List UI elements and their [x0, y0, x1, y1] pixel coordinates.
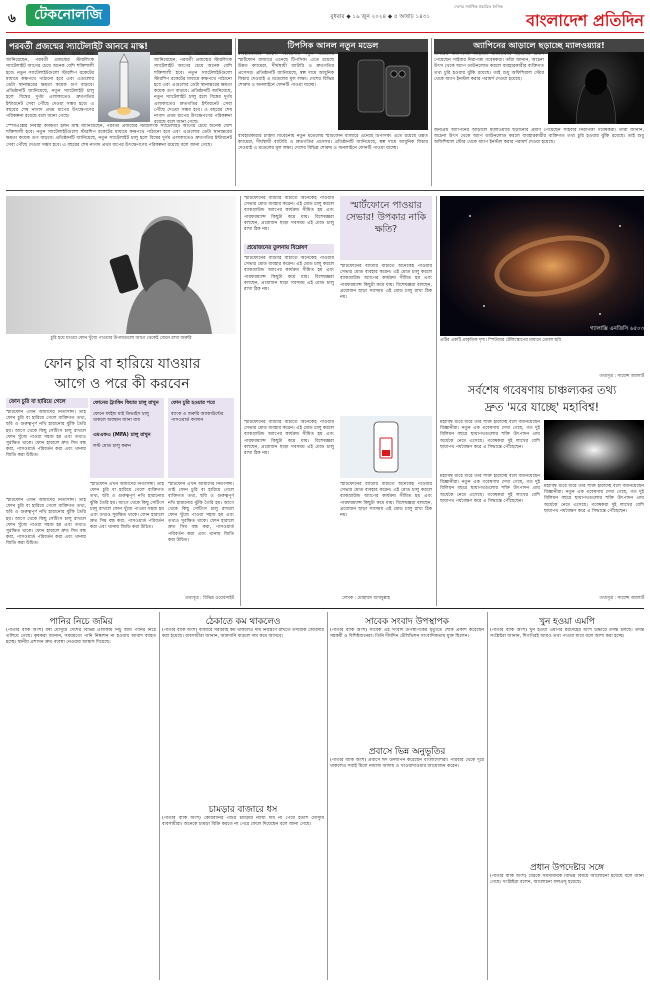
qa-heading: ফোন চুরি বা হারিয়ে গেলে [6, 398, 88, 408]
col-divider [159, 612, 160, 980]
paper-tagline: দেশের সর্বাধিক প্রচারিত দৈনিক [454, 4, 503, 9]
section-title: টেকনোলজি [26, 4, 110, 26]
page-number: ৬ [8, 11, 16, 25]
tip-title: ফোনের ট্র্যাকিং ফিচার চালু রাখুন [93, 400, 159, 406]
story-body: স্পেসএক্সের নির্বাহী কর্মকর্তা ইলন মাস্ক জানিয়েছেন, পরবর্তী প্রজন্মের স্টারলিংক স্যাটেলাইট আগের চেয়ে অনেক বেশি শক্তিশালী হবে। নতুন স্যাটেলাইটগুলো স্টারশিপ রকেটের মাধ্যমে কক্ষপথে পাঠানো হবে এবং এগুলোর ডেটা স্থানান্তরের ক্ষমতা কয়েক গুণ বাড়বে। প্রতিষ্ঠানটি জানিয়েছে, নতুন স্যাটেলাইট চালু হলে বিশ্বের দুর্গম এলাকাতেও দ্রুতগতির ইন্টারনেট সেবা পৌঁছে দেওয়া সম্ভব হবে। এ বছরের শেষ নাগাদ প্রথম ধাপের উৎক্ষেপণের পরিকল্পনা রয়েছে বলে জানা গেছে। [6, 52, 94, 120]
story-body: (পাতার বাকি অংশ) বর্ষা মৌসুমে দেশের বিভিন্ন এলাকায় নিচু জমি পানির নিচে তলিয়ে গেছে। কৃষকরা জানান, সময়মতো পানি নিষ্কাশন না হওয়ায় আবাদ ব্যাহত হচ্ছে। স্থানীয় প্রশাসন দ্রুত ব্যবস্থা নেওয়ার আশ্বাস দিয়েছে। [6, 628, 156, 646]
woman-phone-photo [6, 196, 236, 334]
story-body: (পাতার বাকি অংশ) কোরবানির পশুর চামড়ার ন্যায্য দাম না পেয়ে হতাশ মৌসুমি ব্যবসায়ীরা। অনেকে চামড়া বিক্রি করতে না পেরে ফেলে দিয়েছেন বলে জানা গেছে। [162, 816, 324, 828]
galaxy-label: গ্যালাক্সি এনজিসি ৬৫০৩ [590, 326, 644, 332]
story-body: মহাবিশ্ব ধীরে ধীরে তার শক্তি হারাচ্ছে বলে জানিয়েছেন বিজ্ঞানীরা। নতুন এক গবেষণায় দেখা গেছে, গত দুই বিলিয়ন বছরে ছায়াপথগুলোর শক্তি উৎপাদন প্রায় অর্ধেকে নেমে এসেছে। গবেষকরা দুই লাখের বেশি ছায়াপথ পর্যবেক্ষণ করে এ সিদ্ধান্তে পৌঁছেছেন। [544, 484, 644, 514]
story-body: স্মার্টফোনের ব্যাটারি বাঁচাতে অনেকেই পাওয়ার সেভার মোড ব্যবহার করেন। এই মোড চালু করলে ব্যাকগ্রাউন্ড অ্যাপের কার্যক্রম সীমিত হয় এবং পারফরম্যান্স কিছুটা কমে যায়। বিশেষজ্ঞরা বলছেন, প্রয়োজন ছাড়া সবসময় এই মোড চালু রাখা ঠিক নয়। [340, 482, 432, 519]
image-credit: তথ্যসূত্র : সায়েন্স অ্যালার্ট [599, 374, 644, 379]
masthead-rule [6, 32, 644, 33]
story-headline: প্রধান উপদেষ্টার সঙ্গে [530, 863, 604, 873]
date-line: বুধবার ◆ ১৯ জুন ২০২৪ ◆ ৫ আষাঢ় ১৪৩১ [330, 14, 430, 20]
image-caption: চুরি হয়ে যাওয়া ফোন খুঁজে পাওয়ার উপায়গুলো আগে থেকেই জেনে রাখা জরুরি [50, 336, 192, 341]
story-headline: দ্রুত 'মরে যাচ্ছে' মহাবিশ্ব! [484, 400, 600, 414]
paper-logo [452, 2, 644, 30]
story-headline: প্রবাসে ভিন্ন অনুভূতির [368, 747, 446, 757]
sub-heading: প্রয়োজনের তুলনায় বিশ্লেষণ [244, 244, 334, 254]
col-divider [487, 612, 488, 980]
story-headline: ফোন চুরি বা হারিয়ে যাওয়ার [43, 356, 201, 372]
row-rule [6, 608, 644, 609]
story-body-wide: স্মার্টফোন এখন আমাদের নিত্যসঙ্গী। তাই ফোন চুরি বা হারিয়ে গেলে ব্যক্তিগত তথ্য, ছবি ও গুরুত্বপূর্ণ নথি হারানোর ঝুঁকি তৈরি হয়। আগে থেকে কিছু সেটিংস চালু রাখলে ফোন খুঁজে পাওয়া সহজ হয় এবং তথ্যও সুরক্ষিত থাকে। ফোন হারালে দ্রুত সিম বন্ধ করা, পাসওয়ার্ড পরিবর্তন করা এবং থানায় জিডি করা উচিত। [168, 482, 234, 543]
tip-title: এমএফএ (MFA) চালু রাখুন [93, 432, 151, 439]
story-body: জনপ্রিয় অ্যাপিনের আড়ালে ম্যালওয়্যার ছড়ানোর প্রমাণ পেয়েছেন সাইবার নিরাপত্তা গবেষকরা। তাঁরা জানান, অচেনা উৎস থেকে অ্যাপ ডাউনলোড করলে ব্যবহারকারীর ব্যক্তিগত তথ্য চুরি হওয়ার ঝুঁকি রয়েছে। তাই শুধু অফিশিয়াল স্টোর থেকে অ্যাপ ইনস্টল করার পরামর্শ দেওয়া হয়েছে। [434, 52, 544, 82]
story-body: (পাতার বাকি অংশ) বৈঠকে সমসাময়িক বিভিন্ন বিষয়ে আলোচনা হয়েছে বলে জানা গেছে। সংশ্লিষ্টরা বলেন, আলোচনা ফলপ্রসূ হয়েছে। [490, 874, 644, 886]
story-body: ব্যবহারকারীর চাহিদা বিবেচনায় নতুন মডেলের স্মার্টফোন বাজারে এনেছে টিপসিক। এতে রয়েছে উন্নত ক্যামেরা, দীর্ঘস্থায়ী ব্যাটারি ও দ্রুতগতির প্রসেসর। প্রতিষ্ঠানটি জানিয়েছে, স্বল্প দামে আধুনিক ফিচার দেওয়াই এ মডেলের মূল লক্ষ্য। দেশের বিভিন্ন শোরুম ও অনলাইনে ফোনটি পাওয়া যাচ্ছে। [238, 52, 334, 89]
story-headline: চামড়ার বাজারে ধস [208, 805, 278, 815]
tip-box [90, 398, 164, 478]
story-headline: সর্বশেষ গবেষণায় চাঞ্চল্যকর তথ্য [467, 383, 617, 397]
story-body: স্মার্টফোন এখন আমাদের নিত্যসঙ্গী। তাই ফোন চুরি বা হারিয়ে গেলে ব্যক্তিগত তথ্য, ছবি ও গুরুত্বপূর্ণ নথি হারানোর ঝুঁকি তৈরি হয়। আগে থেকে কিছু সেটিংস চালু রাখলে ফোন খুঁজে পাওয়া সহজ হয় এবং তথ্যও সুরক্ষিত থাকে। ফোন হারালে দ্রুত সিম বন্ধ করা, পাসওয়ার্ড পরিবর্তন করা এবং থানায় জিডি করা উচিত। [6, 410, 86, 459]
story-body: (পাতার বাকি অংশ) খুন হওয়া এমপির মরদেহের অংশ উদ্ধারে তদন্ত চলছে। তদন্ত সংশ্লিষ্টরা জানান, শিগগিরই আরও তথ্য পাওয়া যাবে বলে আশা করা হচ্ছে। [490, 628, 644, 640]
story-headline: সাবেক সংবাদ উপস্থাপক [365, 617, 449, 627]
story-headline: টিপসিক আনল নতুন মডেল [238, 39, 428, 54]
story-body: স্মার্টফোনের ব্যাটারি বাঁচাতে অনেকেই পাওয়ার সেভার মোড ব্যবহার করেন। এই মোড চালু করলে ব্যাকগ্রাউন্ড অ্যাপের কার্যক্রম সীমিত হয় এবং পারফরম্যান্স কিছুটা কমে যায়। বিশেষজ্ঞরা বলছেন, প্রয়োজন ছাড়া সবসময় এই মোড চালু রাখা ঠিক নয়। [244, 256, 334, 293]
story-headline: পরবর্তী প্রজন্মের স্যাটেলাইট আনবে মাস্ক! [6, 39, 232, 55]
battery-phone-illustration [340, 416, 432, 478]
story-body-wide: স্পেসএক্সের নির্বাহী কর্মকর্তা ইলন মাস্ক জানিয়েছেন, পরবর্তী প্রজন্মের স্টারলিংক স্যাটেলাইট আগের চেয়ে অনেক বেশি শক্তিশালী হবে। নতুন স্যাটেলাইটগুলো স্টারশিপ রকেটের মাধ্যমে কক্ষপথে পাঠানো হবে এবং এগুলোর ডেটা স্থানান্তরের ক্ষমতা কয়েক গুণ বাড়বে। প্রতিষ্ঠানটি জানিয়েছে, নতুন স্যাটেলাইট চালু হলে বিশ্বের দুর্গম এলাকাতেও দ্রুতগতির ইন্টারনেট সেবা পৌঁছে দেওয়া সম্ভব হবে। এ বছরের শেষ নাগাদ প্রথম ধাপের উৎক্ষেপণের পরিকল্পনা রয়েছে বলে জানা গেছে। [6, 124, 232, 148]
tip-title: ফোন চুরি হওয়ার পরে [171, 400, 215, 406]
story-headline: পানির নিচে জমির [49, 617, 113, 627]
story-body-cont: স্পেসএক্সের নির্বাহী কর্মকর্তা ইলন মাস্ক জানিয়েছেন, পরবর্তী প্রজন্মের স্টারলিংক স্যাটেলাইট আগের চেয়ে অনেক বেশি শক্তিশালী হবে। নতুন স্যাটেলাইটগুলো স্টারশিপ রকেটের মাধ্যমে কক্ষপথে পাঠানো হবে এবং এগুলোর ডেটা স্থানান্তরের ক্ষমতা কয়েক গুণ বাড়বে। প্রতিষ্ঠানটি জানিয়েছে, নতুন স্যাটেলাইট চালু হলে বিশ্বের দুর্গম এলাকাতেও দ্রুতগতির ইন্টারনেট সেবা পৌঁছে দেওয়া সম্ভব হবে। এ বছরের শেষ নাগাদ প্রথম ধাপের উৎক্ষেপণের পরিকল্পনা রয়েছে বলে জানা গেছে। [154, 52, 232, 126]
story-body-wide: স্মার্টফোন এখন আমাদের নিত্যসঙ্গী। তাই ফোন চুরি বা হারিয়ে গেলে ব্যক্তিগত তথ্য, ছবি ও গুরুত্বপূর্ণ নথি হারানোর ঝুঁকি তৈরি হয়। আগে থেকে কিছু সেটিংস চালু রাখলে ফোন খুঁজে পাওয়া সহজ হয় এবং তথ্যও সুরক্ষিত থাকে। ফোন হারালে দ্রুত সিম বন্ধ করা, পাসওয়ার্ড পরিবর্তন করা এবং থানায় জিডি করা উচিত। [6, 498, 86, 547]
col-divider [235, 38, 236, 186]
phone-product-photo [338, 52, 428, 130]
rocket-photo [98, 52, 150, 122]
story-headline: অ্যাপিনের আড়ালে ছড়াচ্ছে ম্যালওয়্যার! [434, 39, 644, 54]
story-body-wide: স্মার্টফোন এখন আমাদের নিত্যসঙ্গী। তাই ফোন চুরি বা হারিয়ে গেলে ব্যক্তিগত তথ্য, ছবি ও গুরুত্বপূর্ণ নথি হারানোর ঝুঁকি তৈরি হয়। আগে থেকে কিছু সেটিংস চালু রাখলে ফোন খুঁজে পাওয়া সহজ হয় এবং তথ্যও সুরক্ষিত থাকে। ফোন হারালে দ্রুত সিম বন্ধ করা, পাসওয়ার্ড পরিবর্তন করা এবং থানায় জিডি করা উচিত। [90, 482, 164, 531]
col-divider [327, 612, 328, 980]
image-caption: এটির একটি প্রাকৃতিক দৃশ্য। স্পিটজার টেলিস্কোপের মাধ্যমে তোলা ছবি [440, 338, 561, 343]
paper-name: বাংলাদেশ প্রতিদিন [526, 11, 644, 30]
tip-body: ব্যাংক ও জরুরি অ্যাকাউন্টের পাসওয়ার্ড বদলান [171, 412, 224, 424]
story-body: (পাতার বাকি অংশ) বাজারে সরবরাহ কম থাকলেও দাম নিয়ন্ত্রণে রাখতে তদারকি জোরদার করা হয়েছে। ব্যবসায়ীরা জানান, আমদানি বাড়লে দাম কমে আসবে। [162, 628, 324, 640]
story-body: মহাবিশ্ব ধীরে ধীরে তার শক্তি হারাচ্ছে বলে জানিয়েছেন বিজ্ঞানীরা। নতুন এক গবেষণায় দেখা গেছে, গত দুই বিলিয়ন বছরে ছায়াপথগুলোর শক্তি উৎপাদন প্রায় অর্ধেকে নেমে এসেছে। গবেষকরা দুই লাখের বেশি ছায়াপথ পর্যবেক্ষণ করে এ সিদ্ধান্তে পৌঁছেছেন। [440, 420, 540, 450]
galaxy-photo [440, 196, 644, 336]
story-body: স্মার্টফোনের ব্যাটারি বাঁচাতে অনেকেই পাওয়ার সেভার মোড ব্যবহার করেন। এই মোড চালু করলে ব্যাকগ্রাউন্ড অ্যাপের কার্যক্রম সীমিত হয় এবং পারফরম্যান্স কিছুটা কমে যায়। বিশেষজ্ঞরা বলছেন, প্রয়োজন ছাড়া সবসময় এই মোড চালু রাখা ঠিক নয়। [340, 264, 432, 301]
story-body: মহাবিশ্ব ধীরে ধীরে তার শক্তি হারাচ্ছে বলে জানিয়েছেন বিজ্ঞানীরা। নতুন এক গবেষণায় দেখা গেছে, গত দুই বিলিয়ন বছরে ছায়াপথগুলোর শক্তি উৎপাদন প্রায় অর্ধেকে নেমে এসেছে। গবেষকরা দুই লাখের বেশি ছায়াপথ পর্যবেক্ষণ করে এ সিদ্ধান্তে পৌঁছেছেন। [440, 474, 540, 504]
tip-body: লস্ট মোড চালু করুন [93, 444, 131, 450]
row-rule [6, 190, 644, 191]
story-author: তথ্যসূত্র : বিভিন্ন ওয়েবসাইট [185, 596, 234, 601]
tip-box [168, 398, 234, 478]
story-body: (পাতার বাকি অংশ) প্রবাসে ঈদ উদযাপন করেছেন বাংলাদেশিরা। পরিবার থেকে দূরে থাকলেও সবাই মিলে নামাজ আদায় ও খাওয়াদাওয়ার আয়োজন করেন। [330, 758, 484, 770]
story-author: লেখক : মোহাম্মদ আবদুল্লাহ [342, 596, 390, 601]
col-divider [431, 38, 432, 186]
story-body: স্মার্টফোনের ব্যাটারি বাঁচাতে অনেকেই পাওয়ার সেভার মোড ব্যবহার করেন। এই মোড চালু করলে ব্যাকগ্রাউন্ড অ্যাপের কার্যক্রম সীমিত হয় এবং পারফরম্যান্স কিছুটা কমে যায়। বিশেষজ্ঞরা বলছেন, প্রয়োজন ছাড়া সবসময় এই মোড চালু রাখা ঠিক নয়। [244, 420, 334, 457]
nebula-photo [544, 420, 644, 480]
story-body-wide: জনপ্রিয় অ্যাপিনের আড়ালে ম্যালওয়্যার ছড়ানোর প্রমাণ পেয়েছেন সাইবার নিরাপত্তা গবেষকরা। তাঁরা জানান, অচেনা উৎস থেকে অ্যাপ ডাউনলোড করলে ব্যবহারকারীর ব্যক্তিগত তথ্য চুরি হওয়ার ঝুঁকি রয়েছে। তাই শুধু অফিশিয়াল স্টোর থেকে অ্যাপ ইনস্টল করার পরামর্শ দেওয়া হয়েছে। [434, 128, 644, 146]
story-headline: খুন হওয়া এমপি [539, 617, 595, 627]
story-body: স্মার্টফোনের ব্যাটারি বাঁচাতে অনেকেই পাওয়ার সেভার মোড ব্যবহার করেন। এই মোড চালু করলে ব্যাকগ্রাউন্ড অ্যাপের কার্যক্রম সীমিত হয় এবং পারফরম্যান্স কিছুটা কমে যায়। বিশেষজ্ঞরা বলছেন, প্রয়োজন ছাড়া সবসময় এই মোড চালু রাখা ঠিক নয়। [244, 196, 334, 233]
tip-body: ফোনে ফাইন্ড মাই ডিভাইস চালু থাকলে অবস্থান জানা যায় [93, 412, 150, 424]
story-headline: আগে ও পরে কী করবেন [54, 376, 190, 392]
col-divider [436, 196, 437, 606]
story-author: তথ্যসূত্র : সায়েন্স অ্যালার্ট [599, 596, 644, 601]
col-divider [240, 196, 241, 606]
story-headline: ঠেকাতে কম থাকলেও [205, 617, 281, 627]
story-body: (পাতার বাকি অংশ) সাবেক এই সংবাদ উপস্থাপকের মৃত্যুতে শোক প্রকাশ করেছেন সহকর্মী ও বিশিষ্টজনেরা। তিনি দীর্ঘদিন টেলিভিশন সাংবাদিকতায় যুক্ত ছিলেন। [330, 628, 484, 640]
story-headline: স্মার্টফোনে পাওয়ার সেভার! উপকার নাকি ক্ষতি? [340, 196, 432, 260]
story-body-wide: ব্যবহারকারীর চাহিদা বিবেচনায় নতুন মডেলের স্মার্টফোন বাজারে এনেছে টিপসিক। এতে রয়েছে উন্নত ক্যামেরা, দীর্ঘস্থায়ী ব্যাটারি ও দ্রুতগতির প্রসেসর। প্রতিষ্ঠানটি জানিয়েছে, স্বল্প দামে আধুনিক ফিচার দেওয়াই এ মডেলের মূল লক্ষ্য। দেশের বিভিন্ন শোরুম ও অনলাইনে ফোনটি পাওয়া যাচ্ছে। [238, 134, 428, 152]
hacker-photo [548, 52, 644, 124]
